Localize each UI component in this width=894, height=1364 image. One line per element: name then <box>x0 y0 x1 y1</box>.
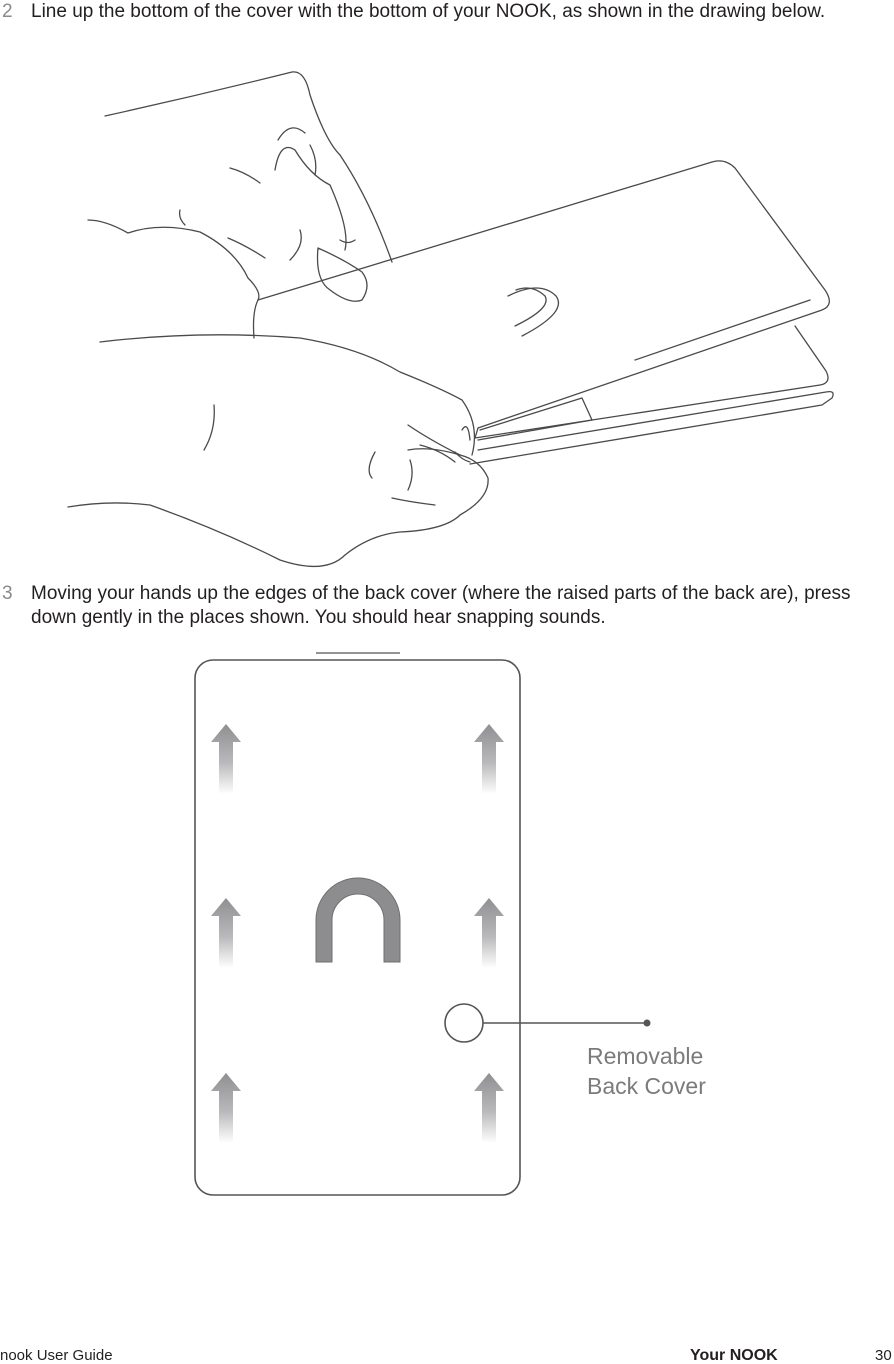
step-text: Line up the bottom of the cover with the bottom of your NOOK, as shown in the drawing below. <box>31 1 826 22</box>
removable-cover-point <box>445 1004 483 1042</box>
step-text: Moving your hands up the edges of the back cover (where the raised parts of the back are), press down gently in the places shown. You should hear snapping sounds. <box>31 583 851 628</box>
footer-section-title: Your NOOK <box>690 1347 778 1364</box>
step-number: 2 <box>2 1 13 22</box>
removable-back-cover-label: Removable Back Cover <box>587 1043 706 1099</box>
back-cover-outline <box>195 660 520 1195</box>
callout-dot <box>644 1020 651 1027</box>
footer-guide-title: nook User Guide <box>0 1347 113 1364</box>
footer-page-number: 30 <box>875 1347 892 1364</box>
step-number: 3 <box>2 583 13 604</box>
